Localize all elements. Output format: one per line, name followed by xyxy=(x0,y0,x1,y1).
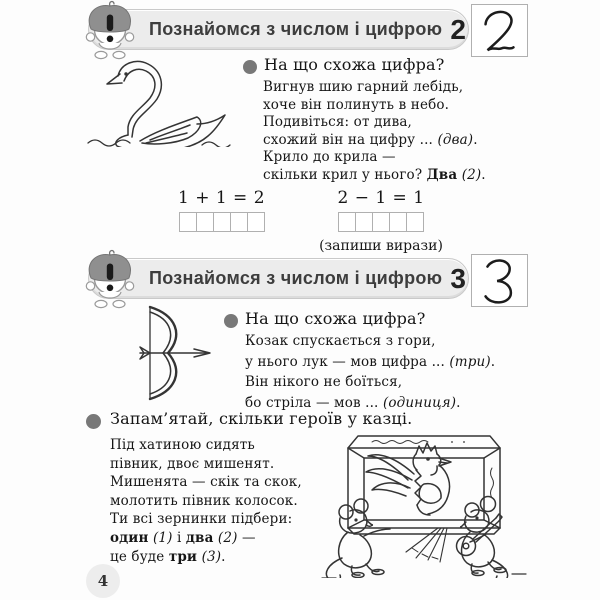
text-line: Ти всі зернинки підбери: xyxy=(110,511,293,528)
text-line: молотить півник колосок. xyxy=(110,492,298,509)
question-heading: На що схожа цифра? xyxy=(245,309,426,328)
text-line: один (1) і два (2) — xyxy=(110,529,256,546)
bow-and-arrow-illustration xyxy=(130,303,220,403)
expression-group-subtraction xyxy=(312,188,450,254)
swan-illustration xyxy=(84,55,234,147)
answer-cell xyxy=(372,212,390,232)
bullet-dot-icon xyxy=(224,314,238,328)
page-number: 4 xyxy=(86,564,120,598)
expression-text: 1 + 1 = 2 xyxy=(177,188,266,208)
answer-cell xyxy=(247,212,265,232)
handwriting-box-2 xyxy=(471,4,528,57)
lesson-title: Познайомся з числом і цифрою xyxy=(149,19,443,39)
text-line: Він нікого не боїться, xyxy=(245,374,403,390)
text-line: це буде три (3). xyxy=(110,548,226,565)
remember-heading: Запам’ятай, скільки героїв у казці. xyxy=(110,409,413,428)
text-line: Козак спускається з гори, xyxy=(245,333,436,349)
expression-text: 2 − 1 = 1 xyxy=(337,188,425,208)
poem-digit-3 xyxy=(245,331,495,413)
answer-cells-row xyxy=(338,212,424,232)
text-line: у нього лук — мов цифра ... (три). xyxy=(245,353,496,370)
text-line: півник, двоє мишенят. xyxy=(110,455,275,472)
answer-cell xyxy=(230,212,248,232)
handwritten-digit-2 xyxy=(472,5,527,56)
bullet-dot-icon xyxy=(86,414,101,429)
text-line: скільки крил у нього? Два (2). xyxy=(263,166,486,183)
text-line: Під хатиною сидять xyxy=(110,437,255,453)
answer-cell xyxy=(389,212,407,232)
handwriting-box-3 xyxy=(471,254,528,307)
answer-cells-row xyxy=(179,212,265,232)
answer-cell xyxy=(355,212,373,232)
text-line: Подивіться: от дива, xyxy=(263,114,413,130)
lesson-header-3 xyxy=(88,258,469,299)
poem-digit-2 xyxy=(263,79,486,184)
lesson-digit: 2 xyxy=(450,13,466,45)
text-line: бо стріла — мов ... (одиниця). xyxy=(245,394,461,411)
lesson-digit: 3 xyxy=(450,262,466,294)
text-line: Вигнув шию гарний лебідь, xyxy=(263,79,464,95)
expression-group-addition xyxy=(154,188,289,236)
question-heading: На що схожа цифра? xyxy=(264,55,445,74)
answer-cell xyxy=(179,212,197,232)
write-expressions-caption: (запиши вирази) xyxy=(319,238,443,254)
exclamation-child-icon xyxy=(79,0,141,60)
text-line: схожий він на цифру ... (два). xyxy=(263,131,478,148)
rooster-and-mice-illustration xyxy=(320,428,528,578)
exclamation-child-icon xyxy=(79,249,141,309)
handwritten-digit-3 xyxy=(472,255,527,306)
text-line: Мишенята — скік та скок, xyxy=(110,474,302,491)
answer-cell xyxy=(196,212,214,232)
lesson-header-2 xyxy=(88,9,469,50)
tale-text xyxy=(110,436,302,566)
text-line: хоче він полинуть в небо. xyxy=(263,96,450,113)
bullet-dot-icon xyxy=(243,60,257,74)
answer-cell xyxy=(406,212,424,232)
answer-cell xyxy=(338,212,356,232)
answer-cell xyxy=(213,212,231,232)
text-line: Крило до крила — xyxy=(263,149,396,165)
lesson-title: Познайомся з числом і цифрою xyxy=(149,268,443,288)
